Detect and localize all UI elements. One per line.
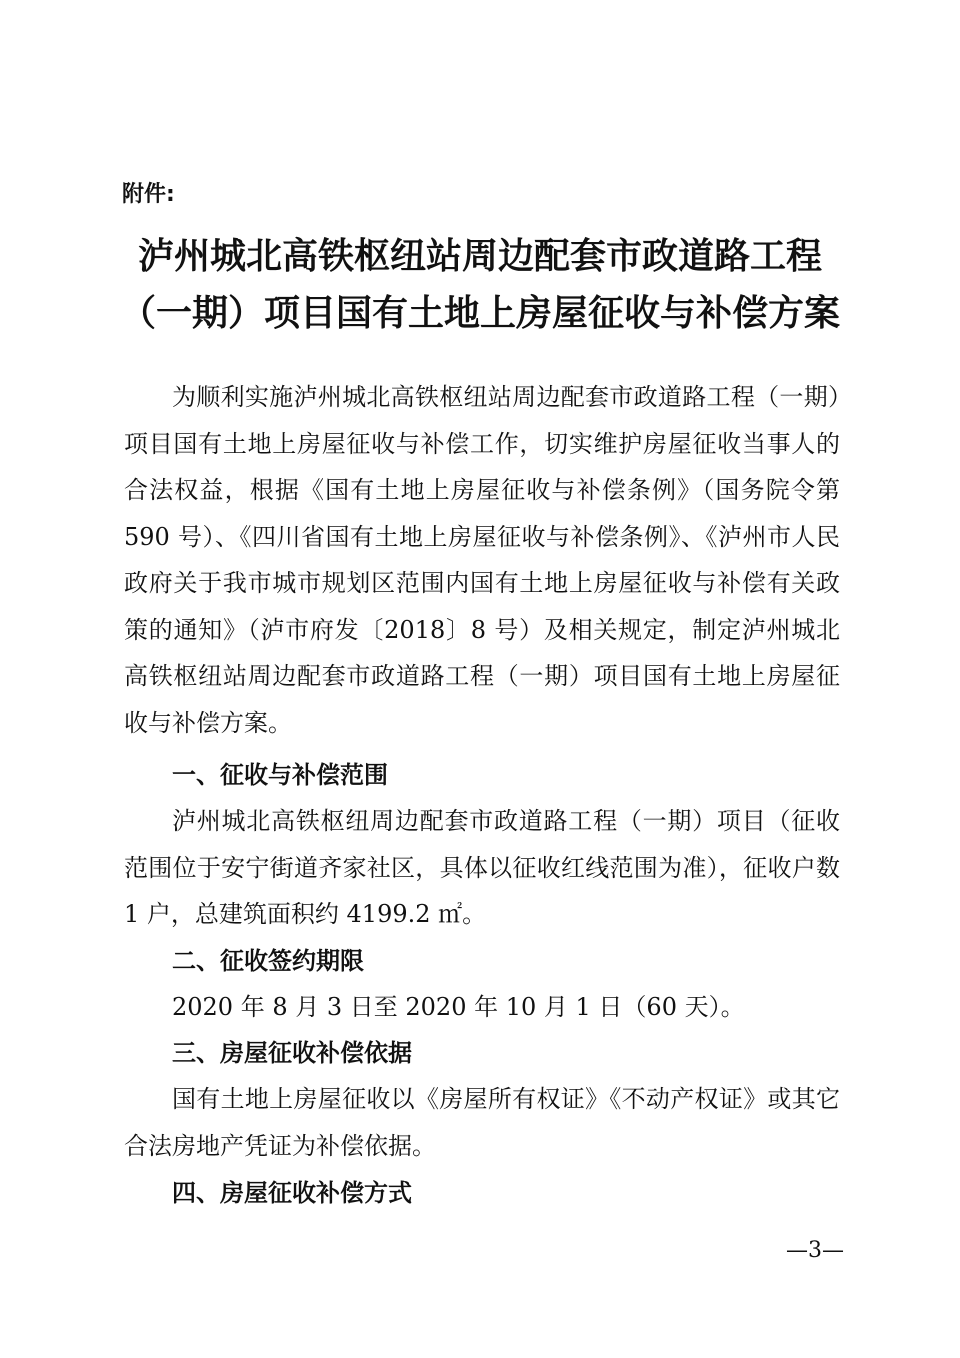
section-2-body: 2020 年 8 月 3 日至 2020 年 10 月 1 日（60 天）。: [172, 993, 745, 1021]
document-title-line-1: 泸州城北高铁枢纽站周边配套市政道路工程: [137, 235, 822, 277]
section-4-heading: 四、房屋征收补偿方式: [172, 1179, 412, 1207]
attachment-label: 附件:: [122, 182, 175, 207]
section-1-heading: 一、征收与补偿范围: [172, 761, 388, 789]
page-number: —3—: [786, 1238, 844, 1263]
document-title-line-2: （一期）项目国有土地上房屋征收与补偿方案: [119, 292, 840, 334]
section-3-heading: 三、房屋征收补偿依据: [172, 1039, 412, 1067]
section-1-body: 泸州城北高铁枢纽周边配套市政道路工程（一期）项目（征收范围位于安宁街道齐家社区，具体以征收红线范围为准），征收户数 1 户，总建筑面积约 4199.2 ㎡。: [124, 807, 840, 928]
intro-paragraph: 为顺利实施泸州城北高铁枢纽站周边配套市政道路工程（一期）项目国有土地上房屋征收与补偿工作，切实维护房屋征收当事人的合法权益，根据《国有土地上房屋征收与补偿条例》（国务院令第 590 号）、《四川省国有土地上房屋征收与补偿条例》、《泸州市人民政府关于我市城市规划区范围内国有土地上房屋征收与补偿有关政策的通知》（泸市府发〔2018〕8 号）及相关规定，制定泸州城北高铁枢纽站周边配套市政道路工程（一期）项目国有土地上房屋征收与补偿方案。: [124, 383, 840, 737]
section-2-heading: 二、征收签约期限: [172, 947, 364, 975]
section-3-body: 国有土地上房屋征收以《房屋所有权证》《不动产权证》或其它合法房地产凭证为补偿依据。: [124, 1085, 840, 1160]
